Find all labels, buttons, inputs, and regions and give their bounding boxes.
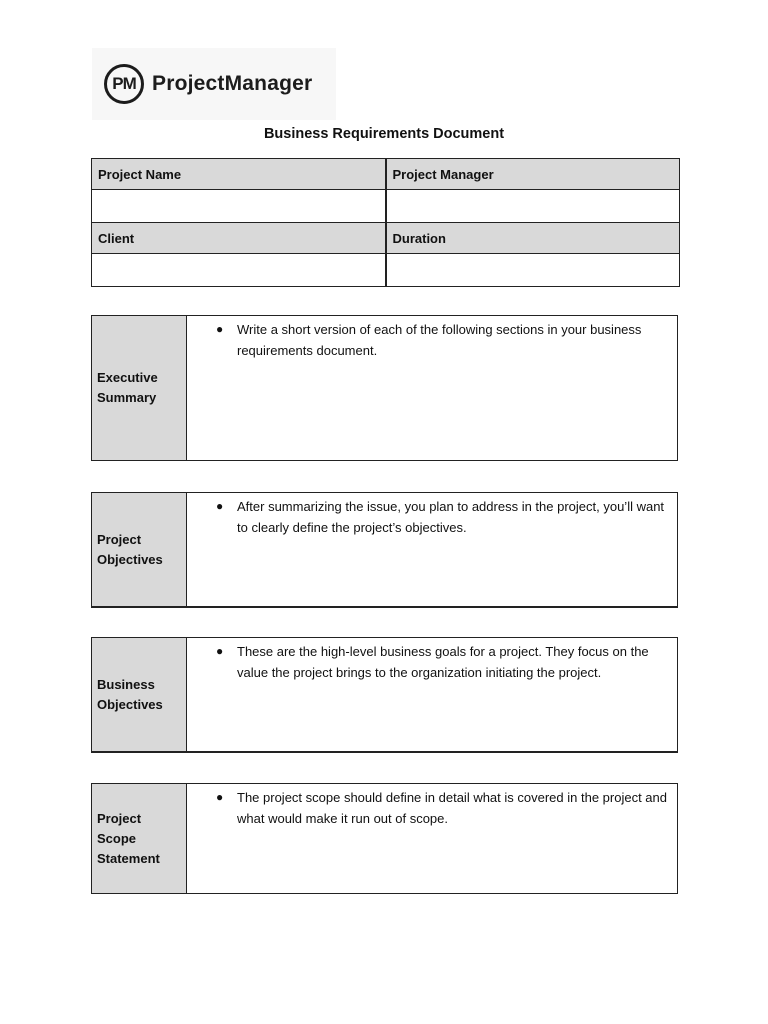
bullet-text: Write a short version of each of the following sections in your business requirements document.	[237, 322, 642, 358]
projectmanager-logo	[92, 48, 336, 120]
project-scope-statement-section	[91, 783, 678, 894]
executive-summary-section	[91, 315, 678, 461]
bullet-text: The project scope should define in detail what is covered in the project and what would make it run out of scope.	[237, 790, 667, 826]
bullet-icon: ●	[216, 790, 224, 804]
bullet-icon: ●	[216, 499, 224, 513]
duration-field[interactable]	[386, 254, 680, 287]
project-name-field[interactable]	[92, 190, 386, 223]
section-body[interactable]	[187, 493, 677, 606]
section-label: Project Objectives	[92, 493, 187, 606]
pm-badge-icon: PM	[104, 64, 144, 104]
bullet-text: After summarizing the issue, you plan to address in the project, you’ll want to clearly define the project’s objectives.	[237, 499, 665, 535]
project-manager-label: Project Manager	[386, 159, 680, 190]
business-objectives-section	[91, 637, 678, 753]
section-body[interactable]	[187, 316, 677, 460]
project-manager-field[interactable]	[386, 190, 680, 223]
logo-wordmark: ProjectManager	[152, 72, 313, 95]
bullet-icon: ●	[216, 644, 224, 658]
section-label: Project Scope Statement	[92, 784, 187, 893]
section-label: Business Objectives	[92, 638, 187, 751]
section-body[interactable]	[187, 784, 677, 893]
section-label: Executive Summary	[92, 316, 187, 460]
project-name-label: Project Name	[92, 159, 386, 190]
client-field[interactable]	[92, 254, 386, 287]
section-body[interactable]	[187, 638, 677, 751]
bullet-icon: ●	[216, 322, 224, 336]
project-info-table	[91, 158, 680, 287]
duration-label: Duration	[386, 223, 680, 254]
bullet-text: These are the high-level business goals for a project. They focus on the value the project brings to the organization initiating the project.	[237, 644, 649, 680]
document-title: Business Requirements Document	[263, 126, 505, 142]
client-label: Client	[92, 223, 386, 254]
project-objectives-section	[91, 492, 678, 608]
